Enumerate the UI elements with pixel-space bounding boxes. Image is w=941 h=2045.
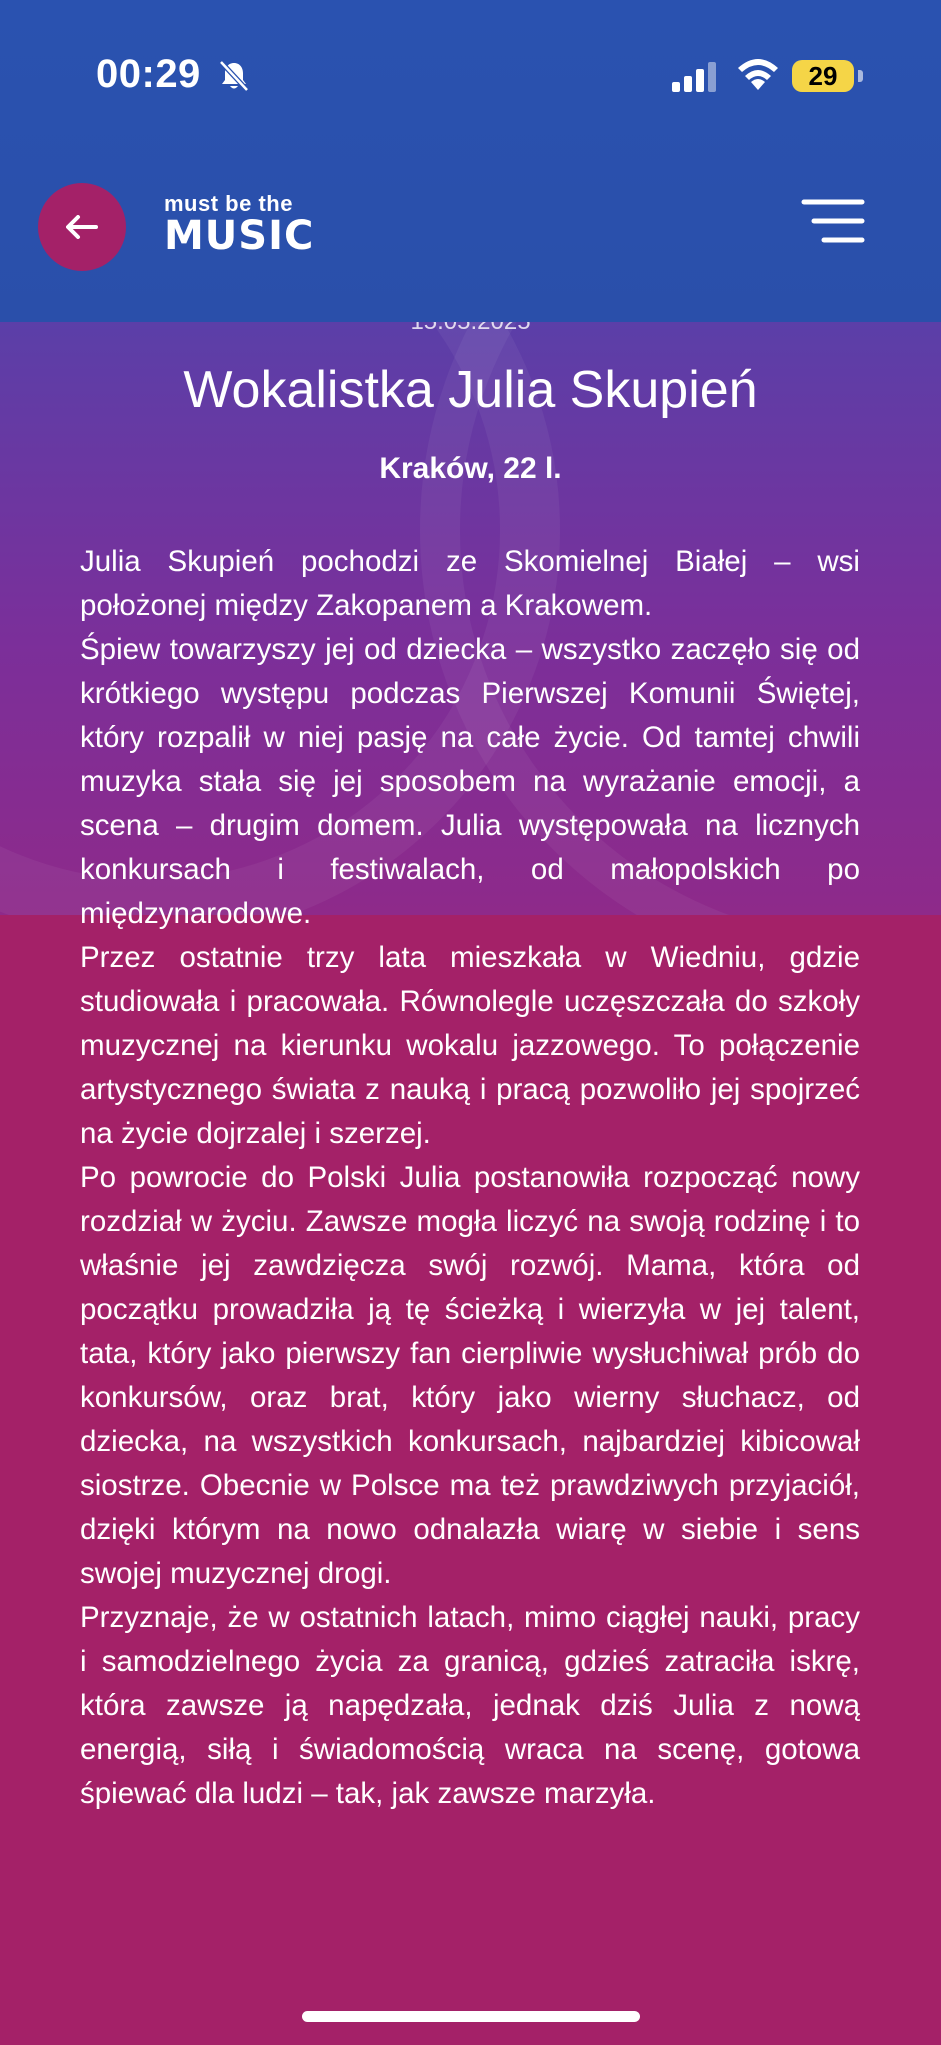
article-paragraph: Przyznaje, że w ostatnich latach, mimo ciągłej nauki, pracy i samodzielnego życia za granicą, gdzieś zatraciła iskrę, która zawsze ją napędzała, jednak dziś Julia z nową energią, siłą i świadomością wraca na scenę, gotowa śpiewać dla ludzi – tak, jak zawsze marzyła. <box>80 1601 860 1810</box>
article-paragraph: Julia Skupień pochodzi ze Skomielnej Białej – wsi położonej między Zakopanem a Krakowem. <box>80 545 860 622</box>
app-header <box>0 0 941 322</box>
bell-slash-icon <box>216 58 252 94</box>
article-paragraph: Przez ostatnie trzy lata mieszkała w Wiedniu, gdzie studiowała i pracowała. Równolegle uczęszczała do szkoły muzycznej na kierunku wokalu jazzowego. To połączenie artystycznego świata z nauką i pracą pozwoliło jej spojrzeć na życie dojrzalej i szerzej. <box>80 941 860 1150</box>
article-title: Wokalistka Julia Skupień <box>183 361 758 419</box>
logo-tagline: must be the <box>164 191 293 216</box>
logo-wordmark: MUSIC <box>164 213 315 259</box>
app-logo[interactable] <box>164 192 324 258</box>
article-location: Kraków, 22 l. <box>379 452 562 485</box>
article-body <box>80 540 860 1816</box>
back-button[interactable] <box>38 183 126 271</box>
status-bar <box>0 0 941 150</box>
arrow-left-icon <box>66 215 98 239</box>
battery-cap <box>858 70 863 82</box>
cellular-signal-icon <box>672 60 720 92</box>
wifi-icon <box>736 56 780 92</box>
battery-indicator: 29 <box>792 60 854 92</box>
home-indicator[interactable] <box>302 2011 640 2022</box>
status-time: 00:29 <box>96 52 201 96</box>
article-paragraph: Po powrocie do Polski Julia postanowiła rozpocząć nowy rozdział w życiu. Zawsze mogła liczyć na swoją rodzinę i to właśnie jej zawdzięcza swój rozwój. Mama, która od początku prowadziła ją tę ścieżką i wierzyła w jej talent, tata, który jako pierwszy fan cierpliwie wysłuchiwał prób do konkursów, oraz brat, który jako wierny słuchacz, od dziecka, na wszystkich konkursach, najbardziej kibicował siostrze. Obecnie w Polsce ma też prawdziwych przyjaciół, dzięki którym na nowo odnalazła wiarę w siebie i sens swojej muzycznej drogi. <box>80 1161 860 1590</box>
article-paragraph: Śpiew towarzyszy jej od dziecka – wszystko zaczęło się od krótkiego występu podczas Pierwszej Komunii Świętej, który rozpalił w niej pasję na całe życie. Od tamtej chwili muzyka stała się jej sposobem na wyrażanie emocji, a scena – drugim domem. Julia występowała na licznych konkursach i festiwalach, od małopolskich po międzynarodowe. <box>80 633 860 930</box>
hamburger-menu-icon[interactable] <box>800 196 866 246</box>
